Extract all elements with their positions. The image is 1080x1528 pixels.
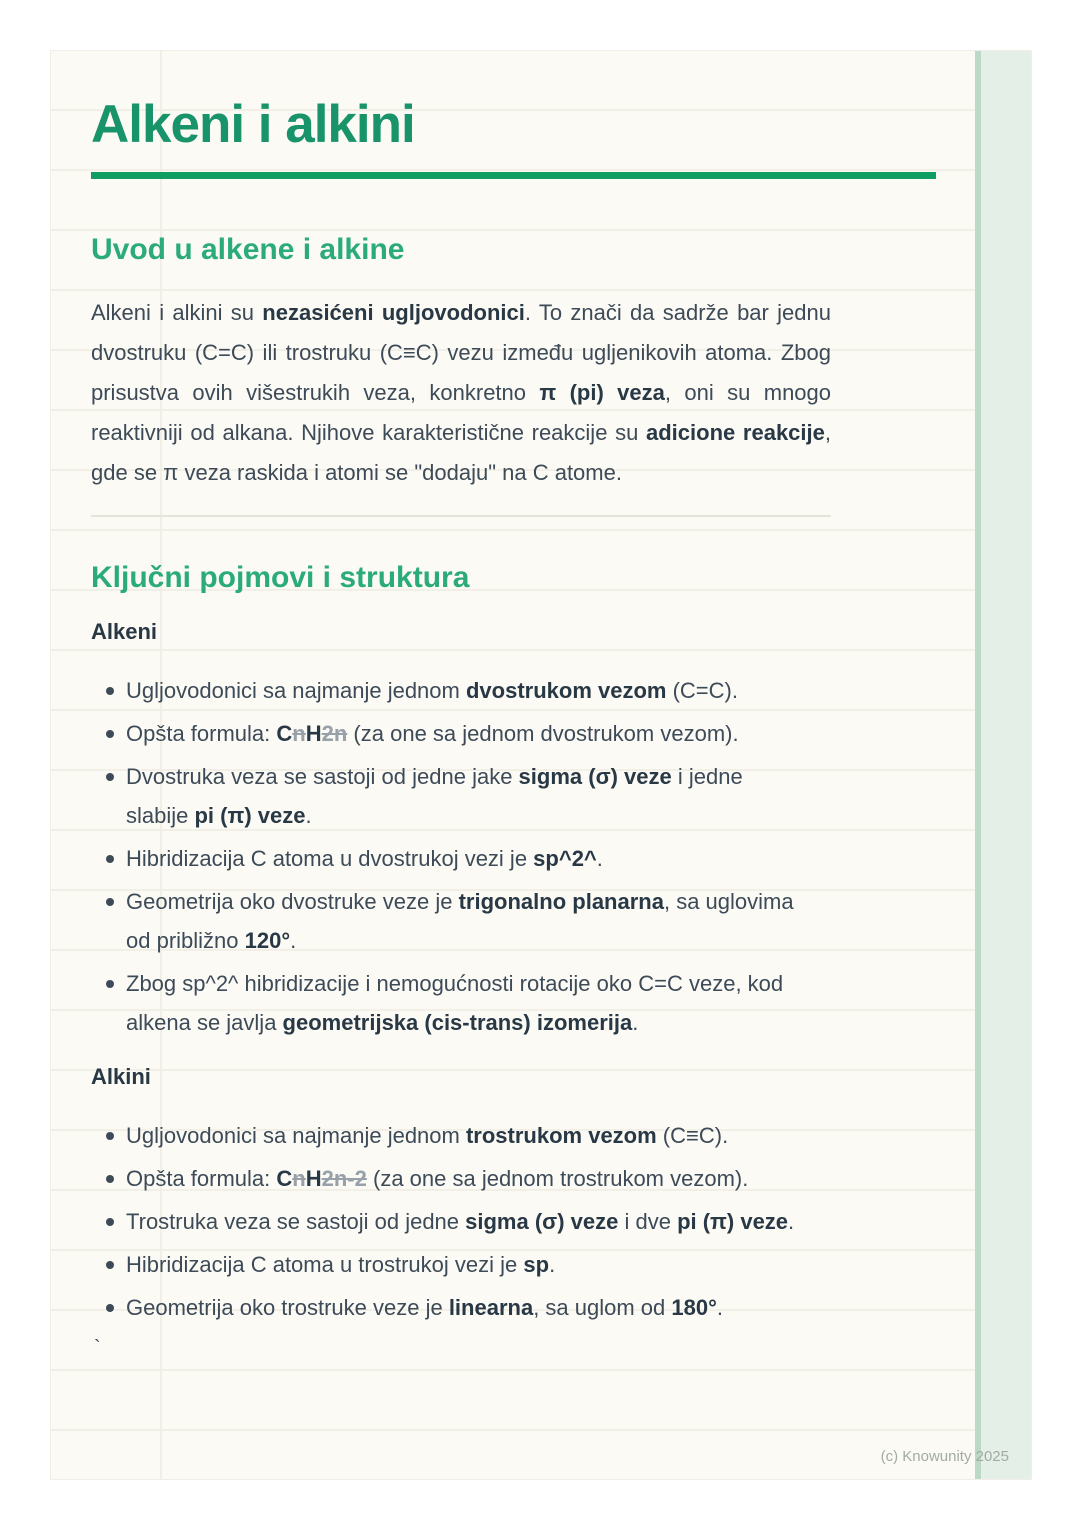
page-title: Alkeni i alkini [91,95,415,154]
text-run: . [632,1010,639,1035]
text-run: Geometrija oko dvostruke veze je [126,889,459,914]
alkini-bullet-list [91,1116,803,1327]
list-item [91,714,803,753]
list-item [91,839,803,878]
alkeni-bullet-list [91,671,803,1042]
list-item [91,1159,803,1198]
text-run: Ugljovodonici sa najmanje jednom [126,1123,466,1148]
text-run: i jedne slabije [126,764,743,828]
text-run: . [305,803,312,828]
bold-text: pi (π) veze [677,1209,789,1234]
text-run: . [290,928,297,953]
text-run: . [549,1252,556,1277]
bold-text: pi (π) veze [194,803,306,828]
stray-backtick: ` [94,1337,101,1359]
text-run: Ugljovodonici sa najmanje jednom [126,678,466,703]
bold-text: nezasićeni ugljovodonici [262,300,525,325]
list-item [91,964,803,1042]
text-run: . To znači da sadrže bar jednu dvostruku (C=C) ili trostruku (C≡C) vezu između ugljenikovih atoma. Zbog prisustva ovih višestrukih veza, konkretno [91,300,831,405]
title-underline [91,172,936,179]
text-run: i dve [618,1209,678,1234]
text-run: , sa uglovima od približno [126,889,794,953]
text-run: (C≡C). [656,1123,729,1148]
text-run: (za one sa jednom trostrukom vezom). [366,1166,749,1191]
text-run: Alkeni i alkini su [91,300,263,325]
list-item [91,1245,803,1284]
bold-text: dvostrukom vezom [465,678,667,703]
bold-text: H [305,1166,322,1191]
strikethrough-text: 2n [321,721,348,746]
bold-text: sigma (σ) veze [465,1209,619,1234]
bold-text: sigma (σ) veze [518,764,672,789]
copyright-footer: (c) Knowunity 2025 [880,1448,1009,1465]
text-run: , gde se π veza raskida i atomi se "dodaju" na C atome. [91,420,831,485]
bold-text: π (pi) veza [539,380,665,405]
text-run: Opšta formula: [126,1166,277,1191]
text-run: . [716,1295,724,1320]
bold-text: H [305,721,322,746]
text-run: , sa uglom od [533,1295,672,1320]
strikethrough-text: 2n-2 [321,1166,367,1191]
text-run: . [596,846,603,871]
text-run: , oni su mnogo reaktivniji od alkana. Njihove karakteristične reakcije su [91,380,832,445]
strikethrough-text: n [292,1166,306,1191]
list-item [91,757,803,835]
text-run: (C=C). [666,678,738,703]
text-run: Zbog sp^2^ hibridizacije i nemogućnosti rotacije oko C=C veze, kod alkena se javlja [126,971,784,1035]
subheading-alkeni: Alkeni [91,619,158,644]
section-heading-kljucni: Ključni pojmovi i struktura [91,561,470,594]
notebook-page [50,50,1032,1480]
text-run: Trostruka veza se sastoji od jedne [126,1209,466,1234]
text-run: Hibridizacija C atoma u trostrukoj vezi je [126,1252,524,1277]
bold-text: sp [523,1252,550,1277]
bold-text: sp^2^ [533,846,597,871]
bold-text: C [276,1166,293,1191]
list-item [91,882,803,960]
bold-text: 120° [244,928,291,953]
subheading-alkini: Alkini [91,1064,151,1089]
bold-text: C [276,721,293,746]
section-divider [91,515,831,517]
text-run: Hibridizacija C atoma u dvostrukoj vezi je [126,846,534,871]
list-item [91,1116,803,1155]
text-run: Geometrija oko trostruke veze je [126,1295,449,1320]
text-run: Dvostruka veza se sastoji od jedne jake [126,764,519,789]
list-item [91,671,803,710]
bold-text: trostrukom vezom [465,1123,657,1148]
text-run: . [788,1209,795,1234]
list-item [91,1288,803,1327]
text-run: (za one sa jednom dvostrukom vezom). [347,721,739,746]
right-accent-strip [975,51,1031,1479]
list-item [91,1202,803,1241]
intro-paragraph [91,293,831,493]
page-content [51,51,836,1360]
section-heading-uvod: Uvod u alkene i alkine [91,233,405,266]
bold-text: geometrijska (cis-trans) izomerija [282,1010,633,1035]
strikethrough-text: n [292,721,306,746]
bold-text: adicione reakcije [646,420,825,445]
bold-text: trigonalno planarna [458,889,664,914]
bold-text: linearna [448,1295,534,1320]
text-run: Opšta formula: [126,721,277,746]
bold-text: 180° [671,1295,717,1320]
